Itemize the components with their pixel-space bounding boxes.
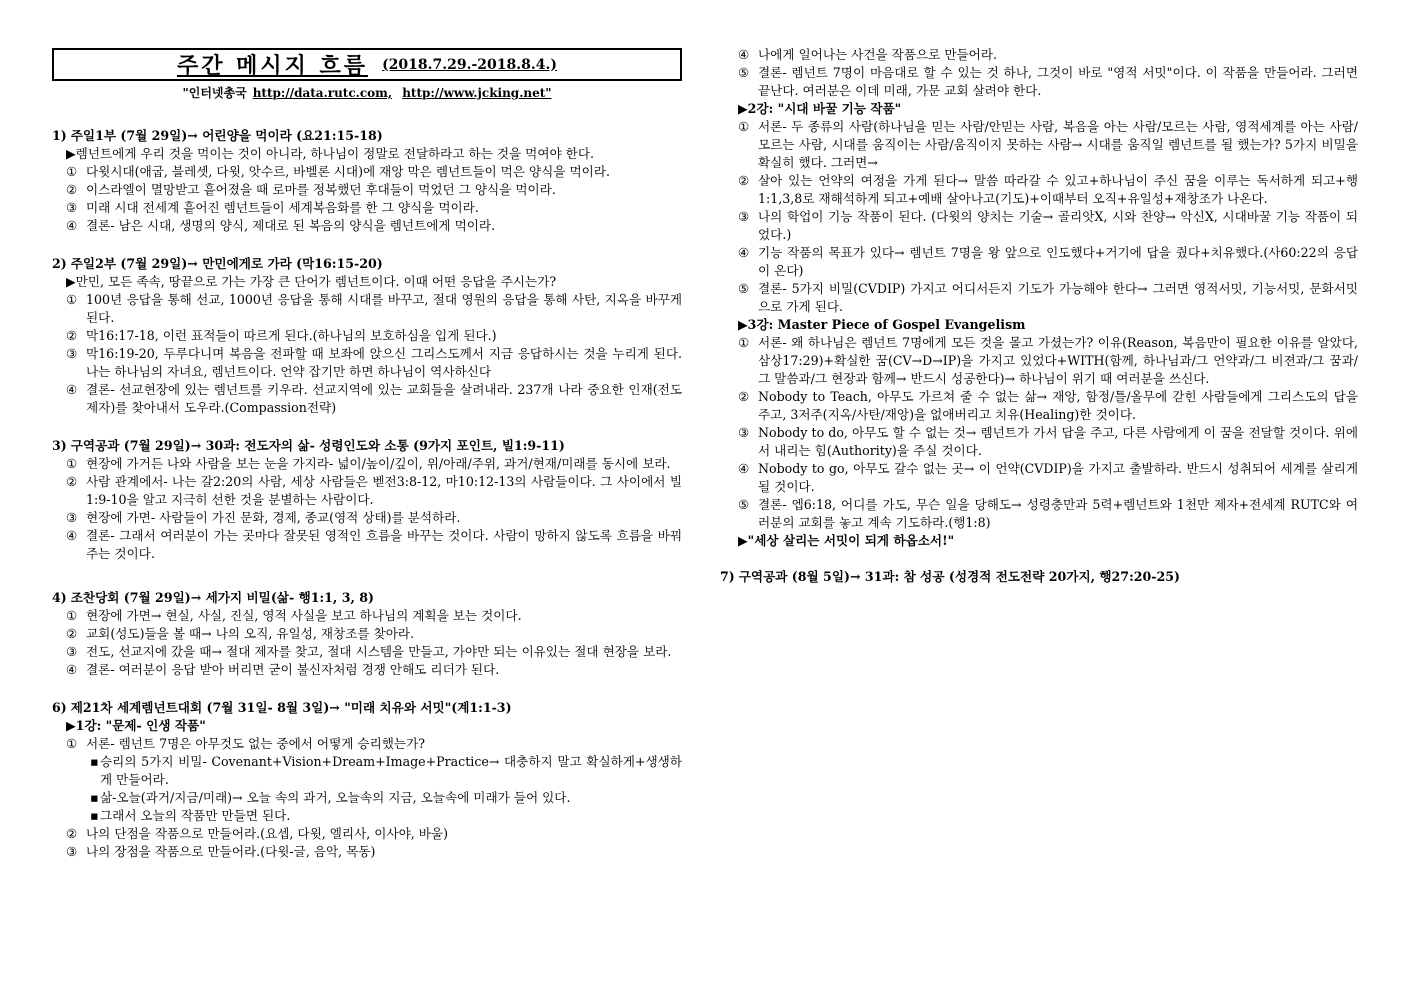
item-text: 결론- 렘넌트 7명이 마음대로 할 수 있는 것 하나, 그것이 바로 "영적 서밋"이다. 이 작품을 만들어라. 그러면 끝난다. 여러분은 이데 미래, 가문 교회 살려야 한다.	[758, 65, 1358, 98]
item-text: 서론- 왜 하나님은 렘넌트 7명에게 모든 것을 몰고 가셨는가? 이유(Reason, 복음만이 필요한 이유를 알았다, 삼상17:29)+확실한 꿈(CV→D→IP)을 가지고 있었다+WITH(함께, 하나님과/그 언약과/그 비젼과/그 꿈과/그 말씀과/그 현장과 함께→ 반드시 성공한다)→ 하나님이 위기 때 여러분을 쓰신다.	[758, 335, 1358, 386]
list-item	[52, 527, 682, 563]
list-item	[52, 643, 682, 661]
link-jcking[interactable]: http://www.jcking.net"	[402, 86, 552, 100]
list-item	[52, 199, 682, 217]
item-marker: ③	[66, 510, 78, 525]
item-marker: ①	[738, 119, 750, 134]
section-6	[52, 699, 682, 861]
bullet-marker: ▪	[90, 754, 99, 769]
list-item	[52, 509, 682, 527]
item-text: 결론- 남은 시대, 생명의 양식, 제대로 된 복음의 양식을 렘넌트에게 먹이라.	[86, 218, 496, 233]
item-marker: ④	[66, 662, 78, 677]
item-text: 미래 시대 전세계 흩어진 렘넌트들이 세계복음화를 한 그 양식을 먹이라.	[86, 200, 479, 215]
item-text: 다윗시대(애굽, 블레셋, 다윗, 앗수르, 바벨론 시대)에 재앙 막은 렘넌트들이 먹은 양식을 먹이라.	[86, 164, 611, 179]
item-marker: ⑤	[738, 65, 750, 80]
section-number: 2)	[52, 256, 67, 271]
item-text: 나의 단점을 작품으로 만들어라.(요셉, 다윗, 엘리사, 이사야, 바울)	[86, 826, 449, 841]
item-text: 결론- 그래서 여러분이 가는 곳마다 잘못된 영적인 흐름을 바꾸는 것이다. 사람이 망하지 않도록 흐름을 바꿔주는 것이다.	[86, 528, 682, 561]
item-marker: ①	[66, 456, 78, 471]
item-text: 기능 작품의 목표가 있다→ 렘넌트 7명을 왕 앞으로 인도했다+거기에 답을 줬다+치유했다.(사60:22의 응답이 온다)	[758, 245, 1358, 278]
item-marker: ⑤	[738, 497, 750, 512]
section-number: 6)	[52, 700, 67, 715]
list-item	[52, 163, 682, 181]
item-text: 막16:19-20, 두루다니며 복음을 전파할 때 보좌에 앉으신 그리스도께서 지금 응답하시는 것을 누리게 된다. 나는 하나님의 자녀요, 렘넌트이다. 언약 잡기만 하면 하나님이 역사하신다	[86, 346, 682, 379]
item-marker: ④	[738, 245, 750, 260]
list-item	[52, 455, 682, 473]
item-text: 결론- 선교현장에 있는 렘넌트를 키우라. 선교지역에 있는 교회들을 살려내라. 237개 나라 중요한 인재(전도제자)를 찾아내서 도우라.(Compassion전략)	[86, 382, 682, 415]
item-text: 서론- 렘넌트 7명은 아무것도 없는 중에서 어떻게 승리했는가?	[86, 736, 426, 751]
item-text: Nobody to do, 아무도 할 수 없는 것→ 렘넌트가 가서 답을 주고, 다른 사람에게 이 꿈을 전달할 것이다. 위에서 내리는 힘(Authority)을 주실 것이다.	[758, 425, 1358, 458]
item-text: 현장에 가거든 나와 사람을 보는 눈을 가지라- 넓이/높이/깊이, 위/아래/주위, 과거/현재/미래를 동시에 보라.	[86, 456, 671, 471]
item-marker: ②	[66, 328, 78, 343]
bullet-marker: ▪	[90, 808, 99, 823]
section-7	[720, 568, 1358, 586]
item-marker: ①	[66, 292, 78, 307]
list-item	[52, 217, 682, 235]
lecture-3-heading: ▶3강: Master Piece of Gospel Evangelism	[738, 317, 1026, 332]
section-2	[52, 255, 682, 417]
list-item	[738, 424, 1358, 460]
section-1	[52, 127, 682, 235]
section-number: 1)	[52, 128, 67, 143]
item-text: Nobody to Teach, 아무도 가르쳐 줄 수 없는 삶→ 재앙, 함정/틀/올무에 갇힌 사람들에게 그리스도의 답을 주고, 3저주(지옥/사탄/재앙)을 없애버리고 치유(Healing)한 것이다.	[758, 389, 1358, 422]
item-marker: ④	[738, 47, 750, 62]
item-marker: ②	[66, 474, 78, 489]
item-marker: ①	[66, 736, 78, 751]
section-heading: 주일2부 (7월 29일)→ 만민에게로 가라 (막16:15-20)	[70, 256, 383, 271]
section-4	[52, 589, 682, 679]
item-text: 나에게 일어나는 사건을 작품으로 만들어라.	[758, 47, 997, 62]
bullet-item	[52, 807, 682, 825]
section-3	[52, 437, 682, 563]
list-item	[738, 280, 1358, 316]
item-marker: ③	[66, 346, 78, 361]
item-marker: ②	[66, 826, 78, 841]
item-text: 사람 관계에서- 나는 갈2:20의 사람, 세상 사람들은 벧전3:8-12, 마10:12-13의 사람들이다. 그 사이에서 빌1:9-10을 알고 지극히 선한 것을 분별하는 사람이다.	[86, 474, 682, 507]
item-text: 살아 있는 언약의 여정을 가게 된다→ 말씀 따라갈 수 있고+하나님이 주신 꿈을 이루는 독서하게 되고+행1:1,3,8로 재해석하게 되고+예배 살아나고(기도)+이때부터 오직+유일성+재창조가 나온다.	[758, 173, 1358, 206]
bullet-text: 승리의 5가지 비밀- Covenant+Vision+Dream+Image+Practice→ 대충하지 말고 확실하게+생생하게 만들어라.	[100, 754, 682, 787]
item-marker: ②	[66, 182, 78, 197]
section-heading: 조찬당회 (7월 29일)→ 세가지 비밀(삶- 행1:1, 3, 8)	[70, 590, 374, 605]
section-heading: 구역공과 (8월 5일)→ 31과: 참 성공 (성경적 전도전략 20가지, 행27:20-25)	[738, 569, 1180, 584]
section-heading: 제21차 세계렘넌트대회 (7월 31일- 8월 3일)→ "미래 치유와 서밋"(계1:1-3)	[70, 700, 512, 715]
item-marker: ④	[738, 461, 750, 476]
item-marker: ②	[66, 626, 78, 641]
link-rutc[interactable]: http://data.rutc.com,	[252, 86, 393, 100]
list-item	[738, 208, 1358, 244]
bullet-text: 그래서 오늘의 작품만 만들면 된다.	[100, 808, 291, 823]
item-text: 서론- 두 종류의 사람(하나님을 믿는 사람/안믿는 사람, 복음을 아는 사람/모르는 사람, 영적세계를 아는 사람/모르는 사람, 시대를 움직이는 사람/움직이지 못하는 사람→ 시대를 움직일 렘넌트를 될 했는가? 5가지 비밀을 확실히 했다. 그러면→	[758, 119, 1358, 170]
list-item	[738, 118, 1358, 172]
bullet-item	[52, 753, 682, 789]
item-text: 결론- 5가지 비밀(CVDIP) 가지고 어디서든지 기도가 가능해야 한다→ 그러면 영적서밋, 기능서밋, 문화서밋으로 가게 된다.	[758, 281, 1358, 314]
item-text: 나의 장점을 작품으로 만들어라.(다윗-글, 음악, 목동)	[86, 844, 376, 859]
bullet-marker: ▪	[90, 790, 99, 805]
list-item	[738, 388, 1358, 424]
list-item	[738, 172, 1358, 208]
list-item	[52, 181, 682, 199]
lecture-1-heading: ▶1강: "문제- 인생 작품"	[66, 718, 206, 733]
list-item	[738, 460, 1358, 496]
list-item	[52, 625, 682, 643]
item-marker: ③	[738, 209, 750, 224]
item-marker: ①	[66, 608, 78, 623]
list-item	[738, 496, 1358, 532]
item-marker: ③	[66, 200, 78, 215]
item-marker: ②	[738, 389, 750, 404]
item-text: 막16:17-18, 이런 표적들이 따르게 된다.(하나님의 보호하심을 입게 된다.)	[86, 328, 497, 343]
section-heading: 구역공과 (7월 29일)→ 30과: 전도자의 삶- 성령인도와 소통 (9가지 포인트, 빌1:9-11)	[70, 438, 565, 453]
item-marker: ①	[738, 335, 750, 350]
item-text: 결론- 엡6:18, 어디를 가도, 무슨 일을 당해도→ 성령충만과 5력+렘넌트와 1천만 제자+전세계 RUTC와 여러분의 교회를 놓고 계속 기도하라.(행1:8)	[758, 497, 1358, 530]
lecture-2-heading: ▶2강: "시대 바꿀 기능 작품"	[738, 101, 902, 116]
item-text: 결론- 여러분이 응답 받아 버리면 굳이 불신자처럼 경쟁 안해도 리더가 된다.	[86, 662, 500, 677]
item-marker: ④	[66, 218, 78, 233]
list-item	[52, 473, 682, 509]
list-item	[52, 327, 682, 345]
page-title: 주간 메시지 흐름	[176, 53, 369, 79]
list-item	[52, 661, 682, 679]
item-text: 나의 학업이 기능 작품이 된다. (다윗의 양치는 기술→ 골리앗X, 시와 찬양→ 악신X, 시대바꿀 기능 작품이 되었다.)	[758, 209, 1358, 242]
item-marker: ④	[66, 382, 78, 397]
list-item	[52, 381, 682, 417]
item-marker: ⑤	[738, 281, 750, 296]
section-intro: ▶렘넌트에게 우리 것을 먹이는 것이 아니라, 하나님이 정말로 전달하라고 하는 것을 먹여야 한다.	[66, 146, 595, 161]
list-item	[738, 46, 1358, 64]
item-marker: ④	[66, 528, 78, 543]
list-item	[52, 291, 682, 327]
subtitle	[52, 84, 682, 101]
right-column	[720, 46, 1358, 586]
list-item	[738, 64, 1358, 100]
list-item	[738, 244, 1358, 280]
section-number: 3)	[52, 438, 67, 453]
list-item	[52, 345, 682, 381]
item-text: 현장에 가면- 사람들이 가진 문화, 경제, 종교(영적 상태)를 분석하라.	[86, 510, 461, 525]
bullet-text: 삶-오늘(과거/지금/미래)→ 오늘 속의 과거, 오늘속의 지금, 오늘속에 미래가 들어 있다.	[100, 790, 571, 805]
list-item	[52, 843, 682, 861]
left-column	[52, 0, 682, 861]
item-marker: ③	[66, 644, 78, 659]
list-item	[52, 607, 682, 625]
item-text: 이스라엘이 멸망받고 흩어졌을 때 로마를 정복했던 후대들이 먹었던 그 양식을 먹이라.	[86, 182, 556, 197]
list-item	[52, 825, 682, 843]
title-date: (2018.7.29.-2018.8.4.)	[382, 56, 558, 73]
item-text: 교회(성도)들을 볼 때→ 나의 오직, 유일성, 재창조를 찾아라.	[86, 626, 415, 641]
title-box	[52, 48, 682, 81]
closing-prayer: ▶"세상 살리는 서밋이 되게 하옵소서!"	[738, 533, 955, 548]
item-marker: ①	[66, 164, 78, 179]
item-marker: ③	[738, 425, 750, 440]
list-item	[52, 735, 682, 753]
item-marker: ②	[738, 173, 750, 188]
item-text: 현장에 가면→ 현실, 사실, 진실, 영적 사실을 보고 하나님의 계획을 보는 것이다.	[86, 608, 522, 623]
section-heading: 주일1부 (7월 29일)→ 어린양을 먹이라 (요21:15-18)	[70, 128, 383, 143]
section-number: 4)	[52, 590, 67, 605]
item-text: 전도, 선교지에 갔을 때→ 절대 제자를 찾고, 절대 시스템을 만들고, 가야만 되는 이유있는 절대 현장을 보라.	[86, 644, 672, 659]
section-number: 7)	[720, 569, 735, 584]
item-text: Nobody to go, 아무도 갈수 없는 곳→ 이 언약(CVDIP)을 가지고 출발하라. 반드시 성취되어 세계를 살리게 될 것이다.	[758, 461, 1358, 494]
item-marker: ③	[66, 844, 78, 859]
bullet-item	[52, 789, 682, 807]
section-intro: ▶만민, 모든 족속, 땅끝으로 가는 가장 큰 단어가 렘넌트이다. 이때 어떤 응답을 주시는가?	[66, 274, 557, 289]
subtitle-label: "인터넷총국	[182, 86, 247, 100]
list-item	[738, 334, 1358, 388]
item-text: 100년 응답을 통해 선교, 1000년 응답을 통해 시대를 바꾸고, 절대 영원의 응답을 통해 사탄, 지옥을 바꾸게 된다.	[86, 292, 682, 325]
